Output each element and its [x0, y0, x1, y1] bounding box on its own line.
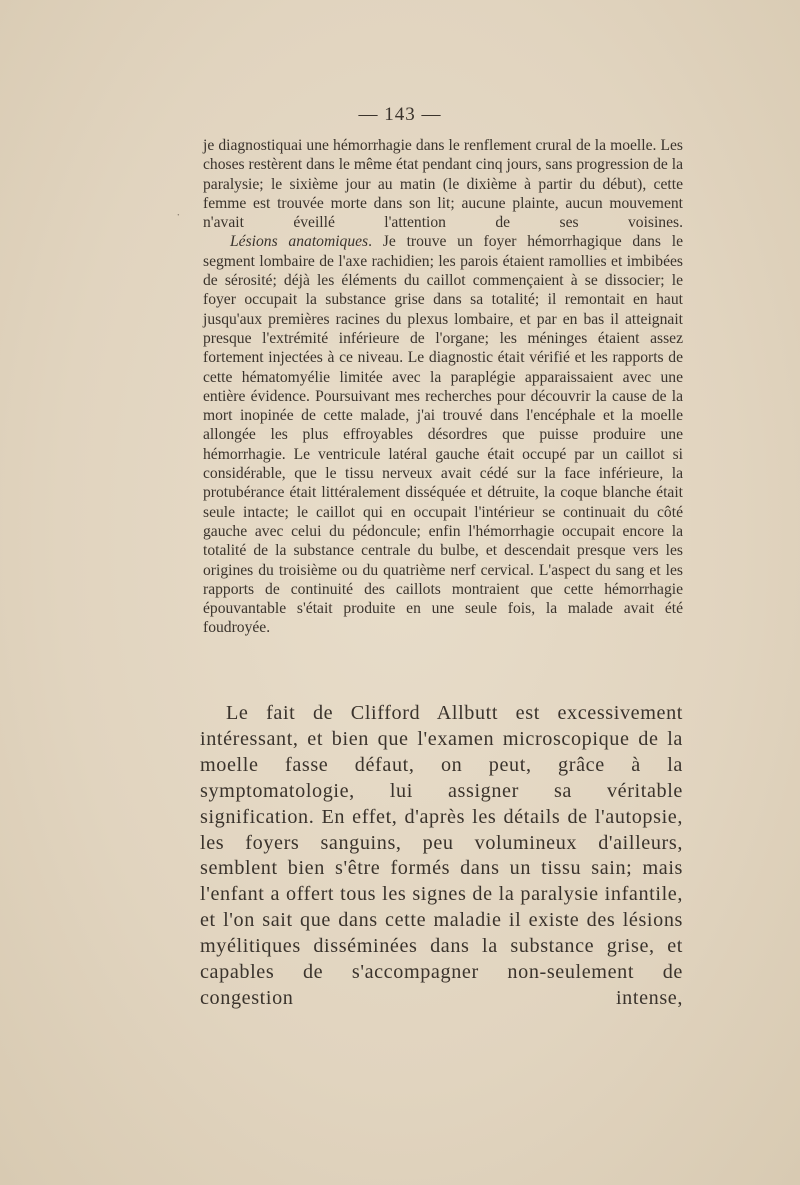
- case-report-block: [203, 136, 683, 638]
- case-paragraph-2: [203, 232, 683, 637]
- case-paragraph-2-text: . Je trouve un foyer hémorrhagique dans le segment lombaire de l'axe rachidien; les parois étaient ramollies et imbibées de sérosité; déjà les éléments du caillot commençaient à se dissocier; le foyer occupait la substance grise dans sa totalité; il remontait en haut jusqu'aux premières racines du plexus lombaire, et par en bas il atteignait presque l'extrémité inférieure de l'organe; les méninges étaient assez fortement injectées à ce niveau. Le diagnostic était vérifié et les rapports de cette hématomyélie limitée avec la paraplégie apparaissaient avec une entière évidence. Poursuivant mes recherches pour découvrir la cause de la mort inopinée de cette malade, j'ai trouvé dans l'encéphale et la moelle allongée les plus effroyables désordres que puisse produire une hémorrhagie. Le ventricule latéral gauche était occupé par un caillot si considérable, que le tissu nerveux avait cédé sur la face inférieure, la protubérance était littéralement disséquée et détruite, la coque blanche était seule intacte; le caillot qui en occupait l'intérieur se continuait du côté gauche avec celui du pédoncule; enfin l'hémorrhagie occupait encore la totalité de la substance centrale du bulbe, et descendait presque vers les origines du troisième ou du quatrième nerf cervical. L'aspect du sang et les rapports de continuité des caillots montraient que cette hémorrhagie épouvantable s'était produite en une seule fois, la malade avait été foudroyée.: [203, 233, 683, 637]
- page-number: — 143 —: [358, 104, 442, 125]
- commentary-block: [200, 701, 683, 1012]
- section-label: Lésions anatomiques: [230, 233, 369, 251]
- commentary-paragraph: Le fait de Clifford Allbutt est excessivement intéressant, et bien que l'examen microscopique de la moelle fasse défaut, on peut, grâce à la symptomatologie, lui assigner sa véritable signification. En effet, d'après les détails de l'autopsie, les foyers sanguins, peu volumineux d'ailleurs, semblent bien s'être formés dans un tissu sain; mais l'enfant a offert tous les signes de la paralysie infantile, et l'on sait que dans cette maladie il existe des lésions myélitiques disséminées dans la substance grise, et capables de s'accompagner non-seulement de congestion intense,: [200, 702, 683, 1009]
- case-paragraph-1: je diagnostiquai une hémorrhagie dans le renflement crural de la moelle. Les choses restèrent dans le même état pendant cinq jours, sans progression de la paralysie; le sixième jour au matin (le dixième à partir du début), cette femme est trouvée morte dans son lit; aucune plainte, aucun mouvement n'avait éveillé l'attention de ses voisines.: [203, 137, 683, 232]
- margin-mark: ˙: [176, 212, 181, 227]
